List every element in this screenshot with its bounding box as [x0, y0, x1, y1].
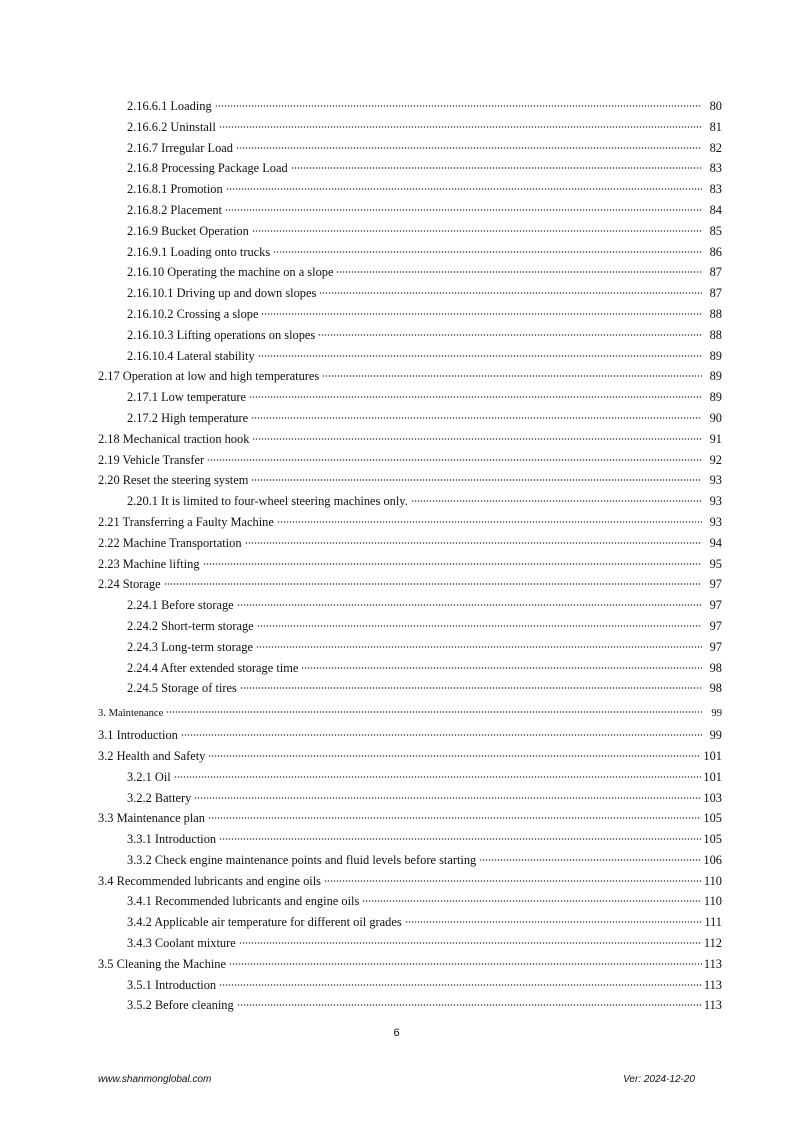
toc-entry[interactable]: [98, 725, 722, 746]
dot-leader: [194, 797, 701, 799]
dot-leader: [225, 209, 702, 211]
toc-entry-page: 81: [709, 119, 722, 134]
dot-leader: [208, 755, 701, 757]
dot-leader: [252, 438, 702, 440]
toc-entry[interactable]: [98, 871, 722, 892]
toc-entry-title: 3.4.2 Applicable air temperature for different oil grades: [127, 915, 402, 930]
toc-entry-page: 98: [709, 660, 722, 675]
toc-entry[interactable]: [98, 703, 722, 725]
dot-leader: [164, 583, 702, 585]
toc-entry-page: 93: [709, 494, 722, 509]
toc-entry[interactable]: [98, 829, 722, 850]
dot-leader: [273, 251, 702, 253]
toc-entry-page: 92: [709, 452, 722, 467]
table-of-contents: [98, 96, 722, 1016]
toc-entry-page: 101: [703, 748, 722, 763]
toc-entry[interactable]: [98, 746, 722, 767]
footer-website: www.shanmonglobal.com: [98, 1074, 212, 1085]
toc-entry[interactable]: [98, 808, 722, 829]
toc-entry[interactable]: [98, 200, 722, 221]
toc-entry-title: 3.3 Maintenance plan: [98, 811, 206, 826]
toc-entry[interactable]: [98, 221, 722, 242]
toc-entry-title: 3.3.2 Check engine maintenance points and fluid levels before starting: [127, 852, 477, 867]
toc-entry[interactable]: [98, 678, 722, 699]
dot-leader: [277, 521, 702, 523]
toc-entry-title: 2.22 Machine Transportation: [98, 535, 242, 550]
toc-entry-page: 105: [703, 811, 722, 826]
toc-entry[interactable]: [98, 117, 722, 138]
dot-leader: [226, 188, 702, 190]
toc-entry-title: 2.16.10.3 Lifting operations on slopes: [127, 327, 316, 342]
dot-leader: [256, 646, 702, 648]
toc-entry-title: 3.5.2 Before cleaning: [127, 998, 234, 1013]
dot-leader: [291, 167, 702, 169]
toc-entry-title: 2.21 Transferring a Faulty Machine: [98, 514, 274, 529]
dot-leader: [219, 126, 702, 128]
toc-entry-title: 2.17.1 Low temperature: [127, 390, 247, 405]
toc-entry-page: 89: [709, 390, 722, 405]
dot-leader: [252, 230, 702, 232]
toc-entry-page: 106: [703, 852, 722, 867]
toc-entry[interactable]: [98, 533, 722, 554]
dot-leader: [318, 334, 702, 336]
toc-entry-page: 89: [709, 348, 722, 363]
toc-entry-page: 101: [703, 769, 722, 784]
toc-entry-page: 105: [703, 832, 722, 847]
toc-entry-page: 95: [709, 556, 722, 571]
toc-entry-title: 3.4.1 Recommended lubricants and engine oils: [127, 894, 360, 909]
toc-entry[interactable]: [98, 242, 722, 263]
toc-entry[interactable]: [98, 891, 722, 912]
dot-leader: [181, 734, 702, 736]
toc-entry-title: 2.16.10.1 Driving up and down slopes: [127, 286, 317, 301]
toc-entry[interactable]: [98, 912, 722, 933]
toc-entry[interactable]: [98, 574, 722, 595]
toc-entry-page: 97: [709, 639, 722, 654]
toc-entry-title: 3.5.1 Introduction: [127, 977, 217, 992]
toc-entry-title: 3.2 Health and Safety: [98, 748, 206, 763]
toc-entry[interactable]: [98, 933, 722, 954]
toc-entry-page: 110: [703, 873, 722, 888]
toc-entry[interactable]: [98, 658, 722, 679]
toc-entry[interactable]: [98, 429, 722, 450]
toc-entry-title: 2.17 Operation at low and high temperatures: [98, 369, 320, 384]
toc-entry[interactable]: [98, 283, 722, 304]
toc-entry-page: 113: [703, 977, 722, 992]
toc-entry-page: 86: [709, 244, 722, 259]
dot-leader: [251, 417, 702, 419]
toc-entry-title: 2.16.9 Bucket Operation: [127, 223, 249, 238]
footer-version: Ver: 2024-12-20: [623, 1074, 695, 1085]
toc-entry-title: 2.24.3 Long-term storage: [127, 639, 253, 654]
dot-leader: [319, 292, 702, 294]
toc-entry[interactable]: [98, 554, 722, 575]
toc-entry-page: 110: [703, 894, 722, 909]
toc-entry-title: 2.20.1 It is limited to four-wheel steering machines only.: [127, 494, 408, 509]
toc-entry-page: 83: [709, 161, 722, 176]
dot-leader: [219, 838, 701, 840]
toc-entry-page: 99: [709, 728, 722, 743]
toc-entry[interactable]: [98, 616, 722, 637]
toc-entry-title: 2.24 Storage: [98, 577, 161, 592]
toc-entry-title: 2.20 Reset the steering system: [98, 473, 249, 488]
toc-entry-title: 2.16.10 Operating the machine on a slope: [127, 265, 334, 280]
toc-entry-title: 3.4.3 Coolant mixture: [127, 936, 236, 951]
toc-entry[interactable]: [98, 595, 722, 616]
toc-entry-page: 84: [709, 202, 722, 217]
dot-leader: [203, 563, 702, 565]
toc-entry[interactable]: [98, 304, 722, 325]
toc-entry-title: 2.23 Machine lifting: [98, 556, 200, 571]
toc-entry[interactable]: [98, 995, 722, 1016]
toc-entry[interactable]: [98, 491, 722, 512]
toc-entry[interactable]: [98, 450, 722, 471]
toc-entry-title: 3.2.1 Oil: [127, 769, 171, 784]
toc-entry-page: 83: [709, 182, 722, 197]
toc-entry-title: 2.16.7 Irregular Load: [127, 140, 233, 155]
dot-leader: [245, 542, 702, 544]
toc-entry[interactable]: [98, 637, 722, 658]
toc-entry-title: 2.19 Vehicle Transfer: [98, 452, 205, 467]
dot-leader: [405, 921, 702, 923]
toc-entry[interactable]: [98, 954, 722, 975]
dot-leader: [174, 776, 702, 778]
toc-entry-title: 2.24.5 Storage of tires: [127, 681, 237, 696]
dot-leader: [237, 604, 702, 606]
toc-entry-page: 97: [709, 618, 722, 633]
toc-entry-page: 112: [703, 936, 722, 951]
dot-leader: [219, 984, 702, 986]
toc-entry[interactable]: [98, 470, 722, 491]
dot-leader: [240, 687, 702, 689]
dot-leader: [257, 625, 702, 627]
toc-entry-page: 88: [709, 327, 722, 342]
dot-leader: [479, 859, 701, 861]
toc-entry-page: 87: [709, 286, 722, 301]
toc-entry-title: 3.1 Introduction: [98, 728, 178, 743]
toc-entry-page: 99: [711, 708, 722, 720]
toc-entry-page: 98: [709, 681, 722, 696]
toc-entry-page: 85: [709, 223, 722, 238]
toc-entry-title: 2.24.2 Short-term storage: [127, 618, 254, 633]
toc-entry-page: 97: [709, 598, 722, 613]
toc-entry-page: 91: [709, 431, 722, 446]
dot-leader: [249, 396, 702, 398]
toc-entry-title: 3.5 Cleaning the Machine: [98, 956, 227, 971]
toc-entry[interactable]: [98, 179, 722, 200]
toc-entry[interactable]: [98, 850, 722, 871]
toc-entry-page: 90: [709, 410, 722, 425]
toc-entry-page: 88: [709, 306, 722, 321]
dot-leader: [322, 375, 702, 377]
dot-leader: [261, 313, 702, 315]
toc-entry-page: 97: [709, 577, 722, 592]
dot-leader: [236, 147, 702, 149]
toc-entry-title: 2.16.10.4 Lateral stability: [127, 348, 255, 363]
dot-leader: [336, 271, 702, 273]
toc-entry-title: 2.16.6.1 Loading: [127, 99, 212, 113]
toc-entry[interactable]: [98, 262, 722, 283]
toc-entry[interactable]: [98, 767, 722, 788]
toc-entry-title: 2.16.8 Processing Package Load: [127, 161, 288, 176]
toc-entry-title: 2.16.8.2 Placement: [127, 202, 222, 217]
toc-entry-page: 89: [709, 369, 722, 384]
dot-leader: [301, 667, 702, 669]
toc-entry-title: 3. Maintenance: [98, 708, 164, 720]
dot-leader: [237, 1004, 702, 1006]
dot-leader: [229, 963, 702, 965]
toc-entry-title: 2.17.2 High temperature: [127, 410, 249, 425]
toc-entry-page: 87: [709, 265, 722, 280]
toc-entry[interactable]: [98, 346, 722, 367]
toc-entry-title: 3.4 Recommended lubricants and engine oils: [98, 873, 321, 888]
dot-leader: [324, 880, 702, 882]
dot-leader: [166, 711, 702, 713]
page-number: 6: [393, 1027, 400, 1039]
toc-entry[interactable]: [98, 138, 722, 159]
dot-leader: [251, 479, 702, 481]
dot-leader: [258, 355, 702, 357]
toc-entry[interactable]: [98, 96, 722, 117]
toc-entry-page: 93: [709, 473, 722, 488]
toc-entry[interactable]: [98, 788, 722, 809]
toc-entry[interactable]: [98, 512, 722, 533]
toc-entry-page: 111: [704, 915, 722, 930]
dot-leader: [207, 459, 702, 461]
dot-leader: [411, 500, 702, 502]
toc-entry[interactable]: [98, 975, 722, 996]
toc-entry-page: 94: [709, 535, 722, 550]
toc-entry-page: 103: [703, 790, 722, 805]
dot-leader: [215, 105, 702, 107]
toc-entry-page: 93: [709, 514, 722, 529]
toc-entry-title: 2.18 Mechanical traction hook: [98, 431, 250, 446]
toc-entry-page: 80: [709, 99, 722, 113]
toc-entry-title: 2.16.6.2 Uninstall: [127, 119, 216, 134]
toc-entry[interactable]: [98, 366, 722, 387]
dot-leader: [208, 817, 701, 819]
toc-entry-title: 3.2.2 Battery: [127, 790, 192, 805]
toc-entry-title: 2.24.1 Before storage: [127, 598, 234, 613]
toc-entry-title: 2.16.8.1 Promotion: [127, 182, 223, 197]
toc-entry[interactable]: [98, 158, 722, 179]
dot-leader: [239, 942, 702, 944]
toc-entry-page: 113: [703, 998, 722, 1013]
toc-entry-title: 2.24.4 After extended storage time: [127, 660, 299, 675]
toc-entry[interactable]: [98, 325, 722, 346]
toc-entry-title: 3.3.1 Introduction: [127, 832, 217, 847]
toc-entry-title: 2.16.9.1 Loading onto trucks: [127, 244, 271, 259]
toc-entry[interactable]: [98, 408, 722, 429]
toc-entry-title: 2.16.10.2 Crossing a slope: [127, 306, 259, 321]
dot-leader: [362, 900, 702, 902]
toc-entry-page: 82: [709, 140, 722, 155]
toc-entry-page: 113: [703, 956, 722, 971]
toc-entry[interactable]: [98, 387, 722, 408]
